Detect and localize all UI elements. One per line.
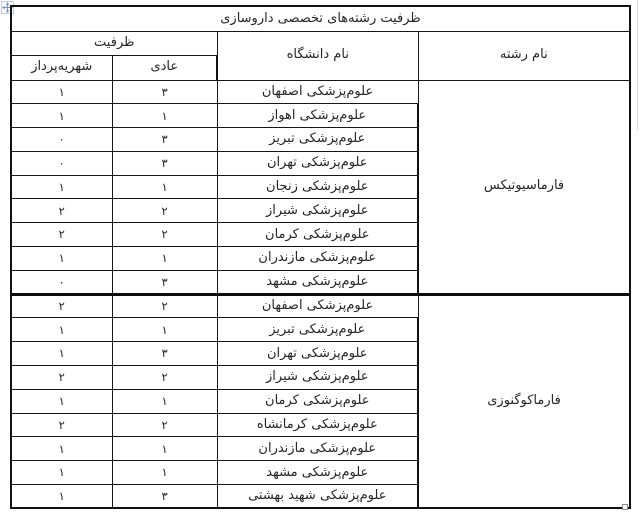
tuition-cell: ۰ [11, 270, 112, 294]
tuition-cell: ۰ [11, 128, 112, 152]
university-cell: علوم‌پزشکی تبریز [217, 128, 418, 152]
col-header-regular: عادی [112, 55, 217, 80]
regular-cell: ۳ [112, 270, 217, 294]
col-header-university: نام دانشگاه [217, 31, 418, 80]
tuition-cell: ۰ [11, 151, 112, 175]
regular-cell: ۱ [112, 247, 217, 271]
regular-cell: ۳ [112, 342, 217, 366]
col-header-capacity: ظرفیت [11, 31, 217, 55]
university-cell: علوم‌پزشکی شیراز [217, 366, 418, 390]
university-cell: علوم‌پزشکی تهران [217, 151, 418, 175]
tuition-cell: ۱ [11, 104, 112, 128]
regular-cell: ۳ [112, 80, 217, 104]
university-cell: علوم‌پزشکی کرمان [217, 389, 418, 413]
tuition-cell: ۱ [11, 80, 112, 104]
tuition-cell: ۱ [11, 247, 112, 271]
table-header [11, 6, 630, 80]
table-body [11, 80, 630, 508]
table-row [11, 294, 630, 318]
field-cell: فارماسیوتیکس [418, 80, 630, 294]
table-row [11, 80, 630, 104]
regular-cell: ۱ [112, 461, 217, 485]
university-cell: علوم‌پزشکی زنجان [217, 175, 418, 199]
table-title: ظرفیت رشته‌های تخصصی داروسازی [11, 6, 630, 31]
tuition-cell: ۱ [11, 485, 112, 509]
university-cell: علوم‌پزشکی اصفهان [217, 294, 418, 318]
university-cell: علوم‌پزشکی تبریز [217, 318, 418, 342]
field-cell: فارماکوگنوزی [418, 294, 630, 508]
university-cell: علوم‌پزشکی شهید بهشتی [217, 485, 418, 509]
regular-cell: ۲ [112, 199, 217, 223]
tuition-cell: ۱ [11, 437, 112, 461]
university-cell: علوم‌پزشکی مشهد [217, 461, 418, 485]
university-cell: علوم‌پزشکی اهواز [217, 104, 418, 128]
tuition-cell: ۱ [11, 461, 112, 485]
tuition-cell: ۱ [11, 342, 112, 366]
tuition-cell: ۱ [11, 175, 112, 199]
tuition-cell: ۲ [11, 294, 112, 318]
col-header-field: نام رشته [418, 31, 630, 80]
university-cell: علوم‌پزشکی مازندران [217, 247, 418, 271]
tuition-cell: ۱ [11, 389, 112, 413]
regular-cell: ۱ [112, 175, 217, 199]
regular-cell: ۲ [112, 223, 217, 247]
university-cell: علوم‌پزشکی تهران [217, 342, 418, 366]
university-cell: علوم‌پزشکی مازندران [217, 437, 418, 461]
university-cell: علوم‌پزشکی مشهد [217, 270, 418, 294]
university-cell: علوم‌پزشکی شیراز [217, 199, 418, 223]
regular-cell: ۱ [112, 389, 217, 413]
regular-cell: ۲ [112, 366, 217, 390]
regular-cell: ۱ [112, 318, 217, 342]
header-row [11, 31, 630, 55]
tuition-cell: ۲ [11, 366, 112, 390]
tuition-cell: ۲ [11, 413, 112, 437]
university-cell: علوم‌پزشکی اصفهان [217, 80, 418, 104]
tuition-cell: ۱ [11, 318, 112, 342]
regular-cell: ۳ [112, 485, 217, 509]
tuition-cell: ۲ [11, 199, 112, 223]
tuition-cell: ۲ [11, 223, 112, 247]
regular-cell: ۳ [112, 151, 217, 175]
title-row [11, 6, 630, 31]
regular-cell: ۲ [112, 413, 217, 437]
capacity-table [10, 5, 631, 509]
university-cell: علوم‌پزشکی کرمانشاه [217, 413, 418, 437]
regular-cell: ۱ [112, 437, 217, 461]
university-cell: علوم‌پزشکی کرمان [217, 223, 418, 247]
col-header-tuition: شهریه‌پرداز [11, 55, 112, 80]
table-resize-handle[interactable] [622, 504, 628, 510]
regular-cell: ۱ [112, 104, 217, 128]
regular-cell: ۲ [112, 294, 217, 318]
page-edge-line [637, 0, 638, 130]
regular-cell: ۳ [112, 128, 217, 152]
